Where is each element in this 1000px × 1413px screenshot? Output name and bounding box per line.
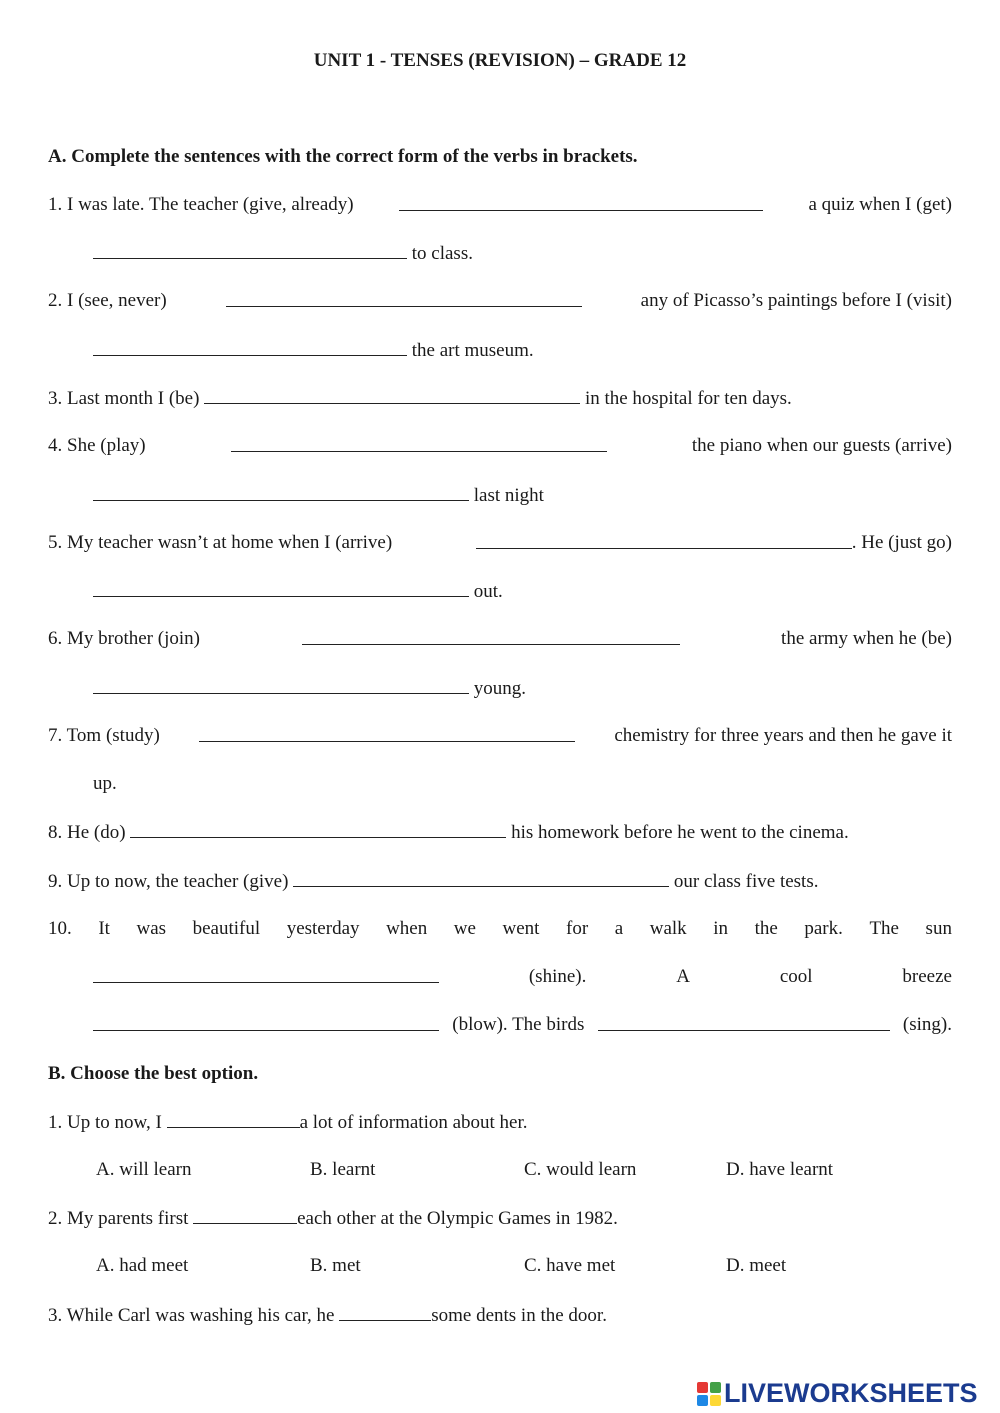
- question-text: 3. Last month I (be): [48, 388, 200, 409]
- question-a9: [48, 869, 952, 894]
- question-a7-cont: up.: [93, 773, 117, 794]
- q10-word: in: [713, 918, 729, 939]
- question-text: 3. While Carl was washing his car, he: [48, 1305, 335, 1326]
- question-text: 6. My brother (join): [48, 628, 200, 649]
- q10-word: park.: [804, 918, 843, 939]
- question-text: 2. My parents first: [48, 1208, 189, 1229]
- question-text: a lot of information about her.: [299, 1112, 528, 1133]
- answer-blank[interactable]: [93, 965, 439, 983]
- question-text: to class.: [411, 243, 473, 264]
- question-a5-cont: [93, 579, 952, 604]
- q10-word: we: [453, 918, 476, 939]
- answer-blank[interactable]: [130, 820, 506, 838]
- answer-blank[interactable]: [93, 1013, 439, 1031]
- answer-blank[interactable]: [93, 241, 407, 259]
- q10-word: for: [566, 918, 589, 939]
- answer-blank[interactable]: [167, 1110, 300, 1128]
- question-text: chemistry for three years and then he gave it: [614, 725, 952, 746]
- question-text: our class five tests.: [673, 871, 819, 892]
- q10-word: It: [98, 918, 110, 939]
- option-b2-c[interactable]: C. have met: [524, 1255, 616, 1276]
- answer-blank[interactable]: [231, 434, 607, 452]
- question-a6: [48, 627, 952, 651]
- question-b1: [48, 1110, 952, 1135]
- answer-blank[interactable]: [598, 1013, 890, 1031]
- question-text: cool: [779, 966, 813, 987]
- question-a10-line3: [93, 1013, 952, 1037]
- question-text: 7. Tom (study): [48, 725, 160, 746]
- question-text: any of Picasso’s paintings before I (visit): [640, 290, 952, 311]
- q10-word: when: [386, 918, 428, 939]
- liveworksheets-logo: [697, 1378, 978, 1409]
- q10-word: The: [869, 918, 899, 939]
- answer-blank[interactable]: [476, 531, 852, 549]
- q10-word: beautiful: [192, 918, 261, 939]
- question-b2: [48, 1206, 952, 1231]
- question-text: 8. He (do): [48, 822, 126, 843]
- question-text: the piano when our guests (arrive): [691, 435, 952, 456]
- option-b2-d[interactable]: D. meet: [726, 1255, 787, 1276]
- q10-word: walk: [649, 918, 687, 939]
- question-text: (blow). The birds: [452, 1014, 585, 1035]
- option-b1-a[interactable]: A. will learn: [96, 1159, 192, 1180]
- answer-blank[interactable]: [93, 483, 469, 501]
- answer-blank[interactable]: [226, 289, 582, 307]
- logo-icon: [697, 1382, 721, 1406]
- answer-blank[interactable]: [302, 627, 680, 645]
- question-text: each other at the Olympic Games in 1982.: [297, 1208, 618, 1229]
- section-b-heading: B. Choose the best option.: [48, 1063, 259, 1084]
- question-text: 1. I was late. The teacher (give, already): [48, 194, 354, 215]
- question-text: his homework before he went to the cinema.: [511, 822, 849, 843]
- question-a6-cont: [93, 676, 952, 701]
- question-text: 9. Up to now, the teacher (give): [48, 871, 289, 892]
- question-text: (shine).: [528, 966, 587, 987]
- option-b1-d[interactable]: D. have learnt: [726, 1159, 834, 1180]
- question-a5: [48, 531, 952, 555]
- q10-word: sun: [925, 918, 952, 939]
- question-text: breeze: [902, 966, 952, 987]
- question-a4: [48, 434, 952, 458]
- answer-blank[interactable]: [93, 579, 469, 597]
- question-a3: [48, 386, 952, 411]
- q10-word: yesterday: [286, 918, 360, 939]
- q10-word: 10.: [48, 918, 72, 939]
- question-a2-cont: [93, 338, 952, 363]
- question-text: . He (just go): [851, 532, 952, 553]
- q10-word: was: [136, 918, 167, 939]
- option-b2-b[interactable]: B. met: [310, 1255, 361, 1276]
- answer-blank[interactable]: [93, 676, 469, 694]
- q10-word: went: [502, 918, 540, 939]
- question-a2: [48, 289, 952, 313]
- option-b1-c[interactable]: C. would learn: [524, 1159, 637, 1180]
- question-text: 1. Up to now, I: [48, 1112, 162, 1133]
- logo-text: LIVEWORKSHEETS: [724, 1378, 978, 1408]
- q10-word: a: [614, 918, 624, 939]
- question-a10: [48, 917, 952, 941]
- question-b3: [48, 1303, 952, 1328]
- question-a7: [48, 724, 952, 748]
- answer-blank[interactable]: [293, 869, 669, 887]
- question-a4-cont: [93, 483, 952, 508]
- answer-blank[interactable]: [204, 386, 580, 404]
- question-text: (sing).: [902, 1014, 952, 1035]
- answer-blank[interactable]: [339, 1303, 431, 1321]
- answer-blank[interactable]: [399, 193, 763, 211]
- question-text: 5. My teacher wasn’t at home when I (arrive): [48, 532, 393, 553]
- question-a8: [48, 820, 952, 845]
- question-text: last night: [473, 485, 544, 506]
- question-text: 2. I (see, never): [48, 290, 167, 311]
- answer-blank[interactable]: [199, 724, 575, 742]
- question-text: the army when he (be): [781, 628, 952, 649]
- option-b2-a[interactable]: A. had meet: [96, 1255, 189, 1276]
- question-text: the art museum.: [411, 340, 534, 361]
- question-text: a quiz when I (get): [808, 194, 952, 215]
- question-a1-cont: [93, 241, 952, 266]
- answer-blank[interactable]: [193, 1206, 297, 1224]
- question-text: some dents in the door.: [431, 1305, 607, 1326]
- answer-blank[interactable]: [93, 338, 407, 356]
- page-title: UNIT 1 - TENSES (REVISION) – GRADE 12: [313, 50, 687, 71]
- question-text: in the hospital for ten days.: [584, 388, 792, 409]
- question-text: out.: [473, 581, 503, 602]
- question-text: 4. She (play): [48, 435, 146, 456]
- option-b1-b[interactable]: B. learnt: [310, 1159, 376, 1180]
- question-text: A: [676, 966, 690, 987]
- question-a10-line2: [93, 965, 952, 989]
- question-text: young.: [473, 678, 526, 699]
- question-a1: [48, 193, 952, 217]
- section-a-heading: A. Complete the sentences with the correct form of the verbs in brackets.: [48, 146, 638, 167]
- q10-word: the: [754, 918, 778, 939]
